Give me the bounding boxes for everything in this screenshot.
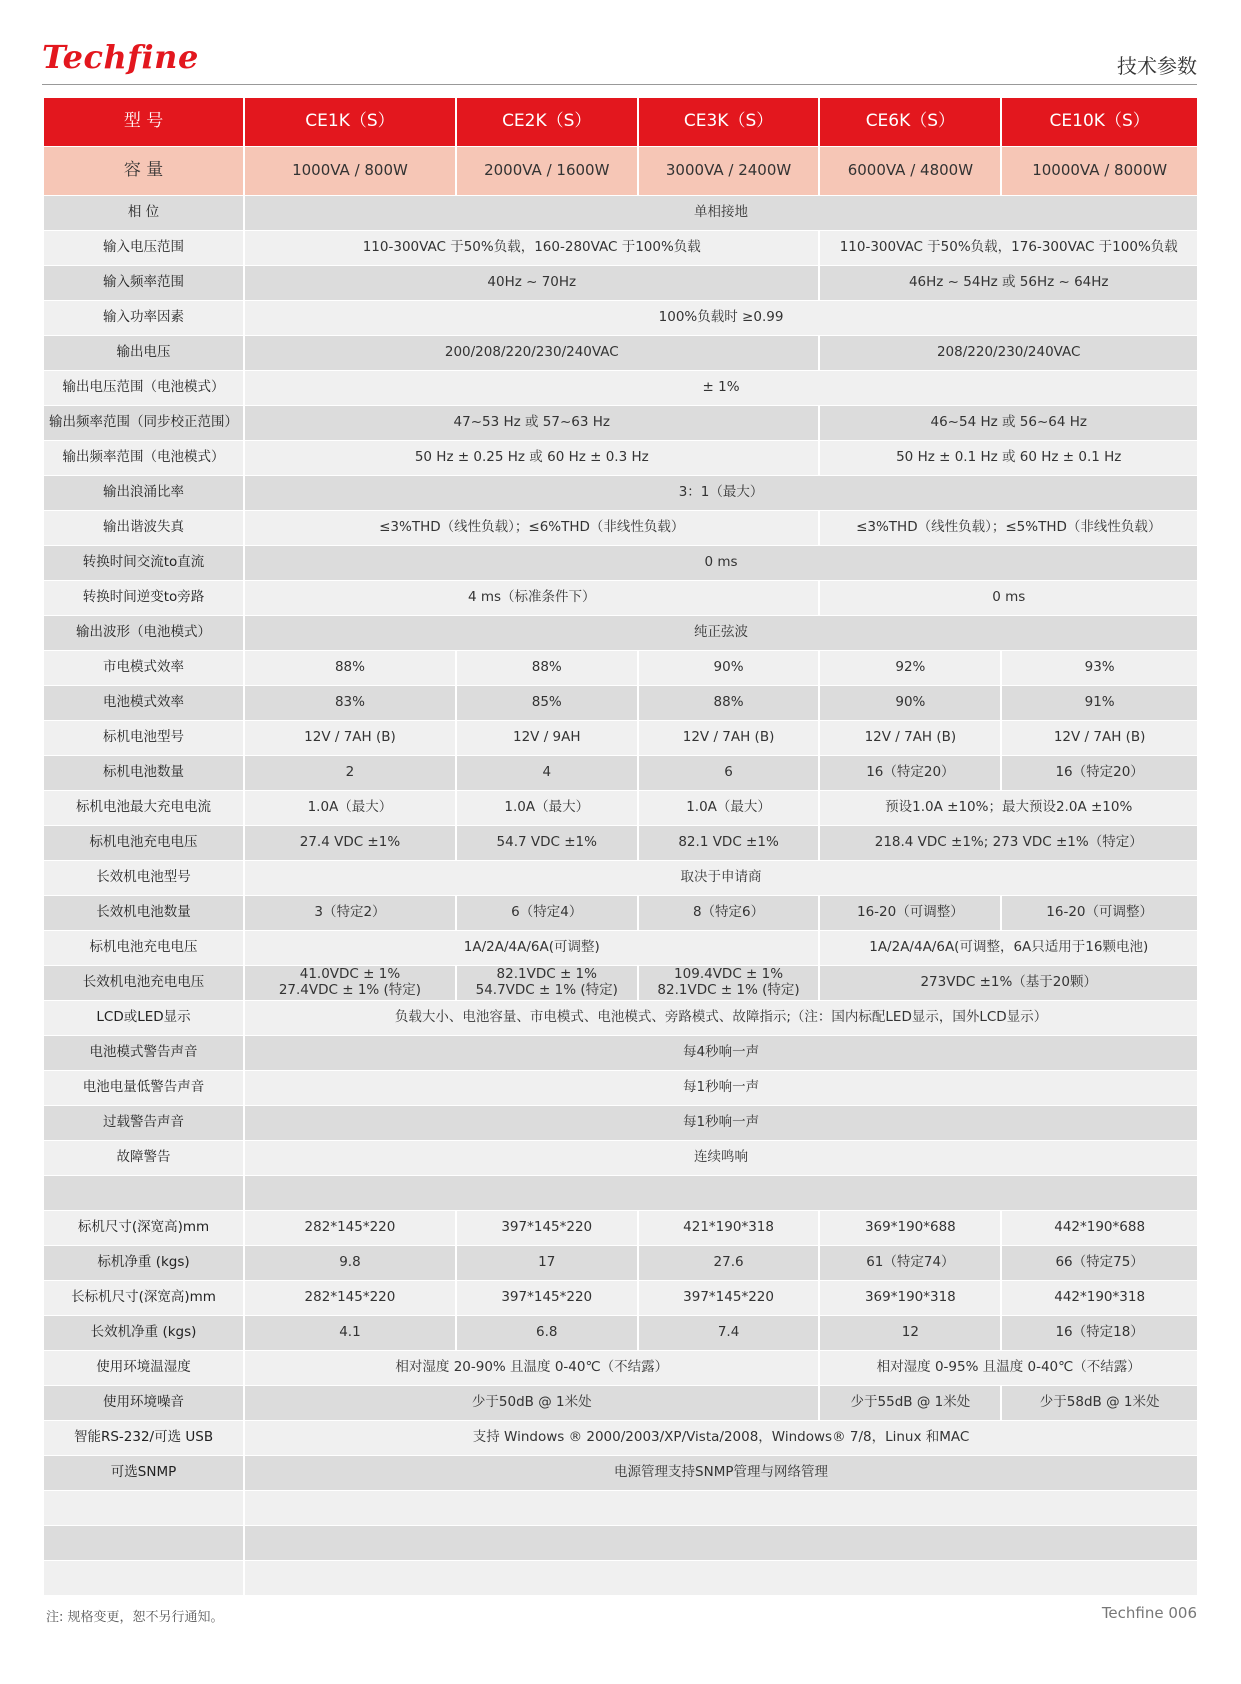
spec-value: 1.0A（最大）	[457, 791, 639, 826]
spec-row	[44, 1561, 1197, 1596]
spec-label: 相 位	[44, 196, 245, 231]
spec-value: 100%负载时 ≥0.99	[245, 301, 1197, 336]
spec-value: 208/220/230/240VAC	[820, 336, 1197, 371]
spec-row	[44, 896, 1197, 931]
model-row	[44, 98, 1197, 147]
spec-value: 397*145*220	[457, 1281, 639, 1316]
spec-row	[44, 686, 1197, 721]
spec-row	[44, 616, 1197, 651]
spec-label: 智能RS-232/可选 USB	[44, 1421, 245, 1456]
spec-value: 50 Hz ± 0.25 Hz 或 60 Hz ± 0.3 Hz	[245, 441, 820, 476]
spec-label: 标机电池最大充电电流	[44, 791, 245, 826]
spec-value: 397*145*220	[639, 1281, 821, 1316]
spec-label: 输出电压范围（电池模式）	[44, 371, 245, 406]
spec-value: 88%	[457, 651, 639, 686]
spec-value: 取决于申请商	[245, 861, 1197, 896]
spec-label	[44, 1491, 245, 1526]
spec-value: 4	[457, 756, 639, 791]
spec-label: 输出浪涌比率	[44, 476, 245, 511]
spec-value-line: 41.0VDC ± 1%	[299, 966, 401, 983]
spec-value: 442*190*318	[1002, 1281, 1197, 1316]
spec-label: 市电模式效率	[44, 651, 245, 686]
spec-row	[44, 1421, 1197, 1456]
model-name: CE3K（S）	[639, 98, 821, 147]
spec-value: 200/208/220/230/240VAC	[245, 336, 820, 371]
spec-value-line: 54.7VDC ± 1% (特定)	[475, 982, 618, 998]
spec-value-line: 109.4VDC ± 1%	[674, 966, 784, 983]
spec-value: 相对湿度 0-95% 且温度 0-40℃（不结露）	[820, 1351, 1197, 1386]
spec-value: 每1秒响一声	[245, 1071, 1197, 1106]
spec-value: 50 Hz ± 0.1 Hz 或 60 Hz ± 0.1 Hz	[820, 441, 1197, 476]
spec-value: 16（特定18）	[1002, 1316, 1197, 1351]
spec-value: 369*190*318	[820, 1281, 1002, 1316]
spec-value-line: 82.1VDC ± 1%	[496, 966, 597, 983]
spec-row	[44, 301, 1197, 336]
footnote: 注: 规格变更，恕不另行通知。	[46, 1610, 224, 1625]
spec-value	[457, 966, 639, 1001]
spec-row	[44, 826, 1197, 861]
spec-value: 12V / 7AH (B)	[245, 721, 457, 756]
spec-value: ≤3%THD（线性负载）；≤5%THD（非线性负载）	[820, 511, 1197, 546]
spec-value: 66（特定75）	[1002, 1246, 1197, 1281]
spec-label: 电池模式效率	[44, 686, 245, 721]
brand-logo: Techfine	[42, 38, 199, 76]
capacity-value: 3000VA / 2400W	[639, 147, 821, 196]
spec-value: 442*190*688	[1002, 1211, 1197, 1246]
spec-value: 相对湿度 20-90% 且温度 0-40℃（不结露）	[245, 1351, 820, 1386]
spec-row	[44, 371, 1197, 406]
spec-row	[44, 791, 1197, 826]
spec-row	[44, 756, 1197, 791]
spec-label: 过载警告声音	[44, 1106, 245, 1141]
spec-value: 12V / 9AH	[457, 721, 639, 756]
spec-label: 输出电压	[44, 336, 245, 371]
spec-row	[44, 1001, 1197, 1036]
spec-label: 标机电池充电电压	[44, 826, 245, 861]
spec-value: 4 ms（标准条件下）	[245, 581, 820, 616]
spec-label: 长效机电池充电电压	[44, 966, 245, 1001]
spec-row	[44, 1281, 1197, 1316]
spec-label: 标机尺寸(深宽高)mm	[44, 1211, 245, 1246]
spec-value: 6（特定4）	[457, 896, 639, 931]
spec-value: 12	[820, 1316, 1002, 1351]
spec-row	[44, 1036, 1197, 1071]
spec-value: 61（特定74）	[820, 1246, 1002, 1281]
spec-label: 标机电池型号	[44, 721, 245, 756]
spec-value: 8（特定6）	[639, 896, 821, 931]
spec-row	[44, 1246, 1197, 1281]
spec-row	[44, 266, 1197, 301]
spec-row	[44, 1491, 1197, 1526]
spec-value: 16-20（可调整）	[1002, 896, 1197, 931]
spec-value: 少于55dB @ 1米处	[820, 1386, 1002, 1421]
spec-label: 长标机尺寸(深宽高)mm	[44, 1281, 245, 1316]
spec-value: 16（特定20）	[820, 756, 1002, 791]
header-divider	[42, 84, 1197, 85]
spec-label: 输出频率范围（电池模式）	[44, 441, 245, 476]
spec-row	[44, 1316, 1197, 1351]
spec-value: 282*145*220	[245, 1211, 457, 1246]
spec-value: 17	[457, 1246, 639, 1281]
spec-value: 27.6	[639, 1246, 821, 1281]
spec-value: 1A/2A/4A/6A(可调整，6A只适用于16颗电池)	[820, 931, 1197, 966]
spec-label: 标机净重 (kgs)	[44, 1246, 245, 1281]
spec-label: 标机电池充电电压	[44, 931, 245, 966]
spec-value: 连续鸣响	[245, 1141, 1197, 1176]
spec-value: 1.0A（最大）	[245, 791, 457, 826]
spec-row	[44, 511, 1197, 546]
spec-value	[245, 1561, 1197, 1596]
page-title: 技术参数	[1117, 54, 1197, 78]
model-name: CE2K（S）	[457, 98, 639, 147]
spec-value: 82.1 VDC ±1%	[639, 826, 821, 861]
spec-value: 421*190*318	[639, 1211, 821, 1246]
spec-value-line: 82.1VDC ± 1% (特定)	[657, 982, 800, 998]
spec-value	[245, 1526, 1197, 1561]
spec-value: 369*190*688	[820, 1211, 1002, 1246]
spec-value: 92%	[820, 651, 1002, 686]
spec-value: 93%	[1002, 651, 1197, 686]
spec-value: 4.1	[245, 1316, 457, 1351]
spec-label: 电池模式警告声音	[44, 1036, 245, 1071]
spec-value: ≤3%THD（线性负载）；≤6%THD（非线性负载）	[245, 511, 820, 546]
spec-row	[44, 476, 1197, 511]
spec-value: 每1秒响一声	[245, 1106, 1197, 1141]
spec-value: ± 1%	[245, 371, 1197, 406]
spec-value: 90%	[639, 651, 821, 686]
model-label: 型 号	[44, 98, 245, 147]
spec-value: 91%	[1002, 686, 1197, 721]
model-name: CE10K（S）	[1002, 98, 1197, 147]
capacity-row	[44, 147, 1197, 196]
spec-value: 47~53 Hz 或 57~63 Hz	[245, 406, 820, 441]
page-number: Techfine 006	[1101, 1604, 1197, 1622]
spec-row	[44, 966, 1197, 1001]
spec-value: 少于58dB @ 1米处	[1002, 1386, 1197, 1421]
spec-row	[44, 1351, 1197, 1386]
spec-row	[44, 1071, 1197, 1106]
spec-value: 16-20（可调整）	[820, 896, 1002, 931]
spec-label: 输出谐波失真	[44, 511, 245, 546]
spec-value: 9.8	[245, 1246, 457, 1281]
spec-label: 转换时间交流to直流	[44, 546, 245, 581]
capacity-value: 10000VA / 8000W	[1002, 147, 1197, 196]
capacity-value: 6000VA / 4800W	[820, 147, 1002, 196]
spec-label	[44, 1526, 245, 1561]
spec-value: 40Hz ~ 70Hz	[245, 266, 820, 301]
spec-value: 85%	[457, 686, 639, 721]
spec-value: 88%	[245, 651, 457, 686]
spec-row	[44, 441, 1197, 476]
spec-row	[44, 861, 1197, 896]
spec-row	[44, 581, 1197, 616]
spec-row	[44, 196, 1197, 231]
spec-value: 88%	[639, 686, 821, 721]
spec-row	[44, 231, 1197, 266]
spec-label: LCD或LED显示	[44, 1001, 245, 1036]
spec-label: 使用环境温湿度	[44, 1351, 245, 1386]
spec-value: 7.4	[639, 1316, 821, 1351]
spec-value	[245, 1491, 1197, 1526]
spec-value: 83%	[245, 686, 457, 721]
spec-value: 0 ms	[820, 581, 1197, 616]
spec-label: 使用环境噪音	[44, 1386, 245, 1421]
spec-value: 0 ms	[245, 546, 1197, 581]
spec-value: 27.4 VDC ±1%	[245, 826, 457, 861]
spec-value: 90%	[820, 686, 1002, 721]
spec-value: 12V / 7AH (B)	[1002, 721, 1197, 756]
spec-label: 电池电量低警告声音	[44, 1071, 245, 1106]
spec-value: 2	[245, 756, 457, 791]
spec-value	[245, 966, 457, 1001]
spec-value: 6.8	[457, 1316, 639, 1351]
spec-value: 6	[639, 756, 821, 791]
spec-label: 输出频率范围（同步校正范围）	[44, 406, 245, 441]
spec-label: 长效机电池型号	[44, 861, 245, 896]
model-name: CE1K（S）	[245, 98, 457, 147]
spec-label	[44, 1561, 245, 1596]
spec-value: 预设1.0A ±10%；最大预设2.0A ±10%	[820, 791, 1197, 826]
spec-label	[44, 1176, 245, 1211]
spec-value: 46~54 Hz 或 56~64 Hz	[820, 406, 1197, 441]
spec-value: 1A/2A/4A/6A(可调整)	[245, 931, 820, 966]
spec-table	[44, 98, 1197, 1596]
spec-value: 218.4 VDC ±1%; 273 VDC ±1%（特定）	[820, 826, 1197, 861]
spec-value-line: 27.4VDC ± 1% (特定)	[278, 982, 422, 998]
spec-label: 长效机电池数量	[44, 896, 245, 931]
spec-label: 长效机净重 (kgs)	[44, 1316, 245, 1351]
spec-value: 110-300VAC 于50%负载，176-300VAC 于100%负载	[820, 231, 1197, 266]
spec-value: 纯正弦波	[245, 616, 1197, 651]
spec-row	[44, 1176, 1197, 1211]
spec-value: 负载大小、电池容量、市电模式、电池模式、旁路模式、故障指示;（注：国内标配LED显示，国外LCD显示）	[245, 1001, 1197, 1036]
model-name: CE6K（S）	[820, 98, 1002, 147]
spec-row	[44, 1211, 1197, 1246]
spec-label: 输入电压范围	[44, 231, 245, 266]
spec-value: 397*145*220	[457, 1211, 639, 1246]
spec-value: 单相接地	[245, 196, 1197, 231]
spec-row	[44, 546, 1197, 581]
spec-value: 3（特定2）	[245, 896, 457, 931]
spec-label: 可选SNMP	[44, 1456, 245, 1491]
capacity-value: 1000VA / 800W	[245, 147, 457, 196]
spec-value	[639, 966, 821, 1001]
spec-label: 输出波形（电池模式）	[44, 616, 245, 651]
spec-value: 1.0A（最大）	[639, 791, 821, 826]
spec-row	[44, 1456, 1197, 1491]
spec-value	[245, 1176, 1197, 1211]
spec-row	[44, 1141, 1197, 1176]
spec-label: 故障警告	[44, 1141, 245, 1176]
spec-label: 输入功率因素	[44, 301, 245, 336]
spec-value: 110-300VAC 于50%负载，160-280VAC 于100%负载	[245, 231, 820, 266]
spec-label: 标机电池数量	[44, 756, 245, 791]
spec-value: 12V / 7AH (B)	[820, 721, 1002, 756]
capacity-label: 容 量	[44, 147, 245, 196]
spec-label: 转换时间逆变to旁路	[44, 581, 245, 616]
spec-row	[44, 651, 1197, 686]
spec-row	[44, 931, 1197, 966]
spec-row	[44, 721, 1197, 756]
spec-row	[44, 1106, 1197, 1141]
spec-value: 273VDC ±1%（基于20颗）	[820, 966, 1197, 1001]
spec-row	[44, 336, 1197, 371]
spec-row	[44, 406, 1197, 441]
capacity-value: 2000VA / 1600W	[457, 147, 639, 196]
spec-row	[44, 1386, 1197, 1421]
spec-value: 电源管理支持SNMP管理与网络管理	[245, 1456, 1197, 1491]
spec-row	[44, 1526, 1197, 1561]
spec-label: 输入频率范围	[44, 266, 245, 301]
spec-value: 少于50dB @ 1米处	[245, 1386, 820, 1421]
spec-value: 54.7 VDC ±1%	[457, 826, 639, 861]
spec-value: 3：1（最大）	[245, 476, 1197, 511]
spec-value: 12V / 7AH (B)	[639, 721, 821, 756]
spec-value: 46Hz ~ 54Hz 或 56Hz ~ 64Hz	[820, 266, 1197, 301]
spec-value: 282*145*220	[245, 1281, 457, 1316]
spec-value: 支持 Windows ® 2000/2003/XP/Vista/2008，Windows® 7/8，Linux 和MAC	[245, 1421, 1197, 1456]
spec-value: 16（特定20）	[1002, 756, 1197, 791]
spec-value: 每4秒响一声	[245, 1036, 1197, 1071]
